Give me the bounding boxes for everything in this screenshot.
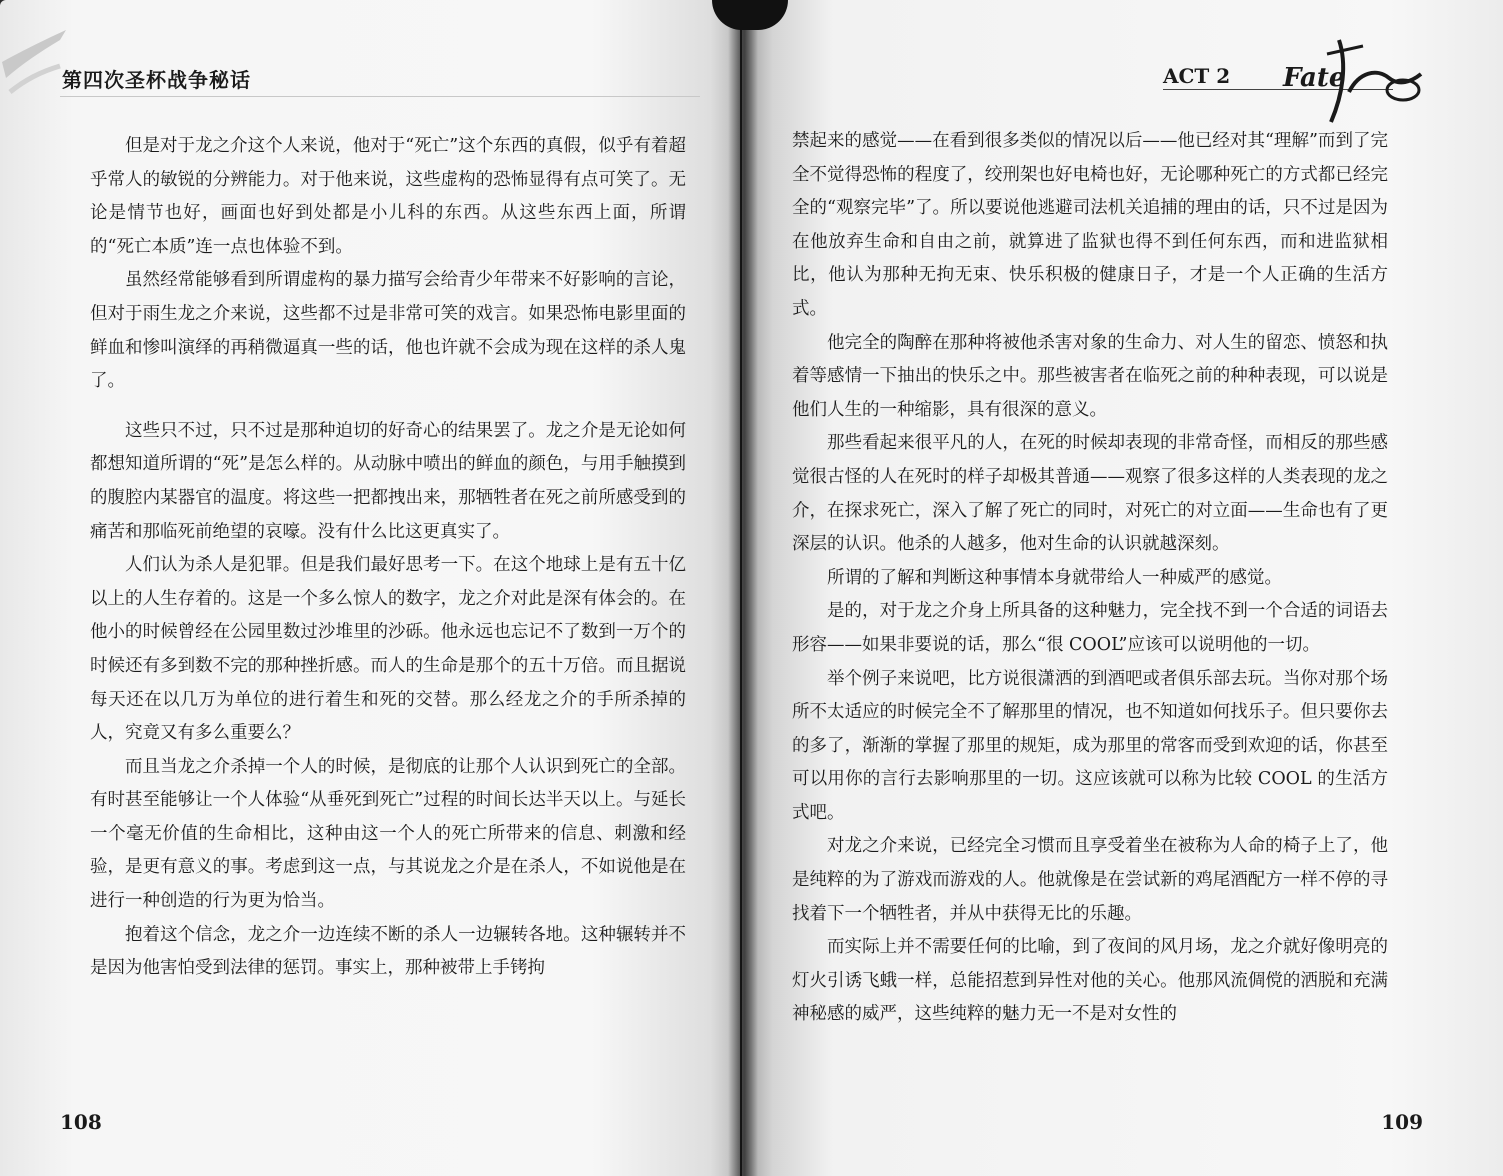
paragraph: 禁起来的感觉——在看到很多类似的情况以后——他已经对其“理解”而到了完全不觉得恐怖的程度了，绞刑架也好电椅也好，无论哪种死亡的方式都已经完全的“观察完毕”了。所以要说他逃避司法机关追捕的理由的话，只不过是因为在他放弃生命和自由之前，就算进了监狱也得不到任何东西，而和进监狱相比，他认为那种无拘无束、快乐积极的健康日子，才是一个人正确的生活方式。 xyxy=(792,131,1388,319)
page-number-right: 109 xyxy=(1381,1110,1423,1134)
left-page-body xyxy=(90,130,686,986)
paragraph: 对龙之介来说，已经完全习惯而且享受着坐在被称为人命的椅子上了，他是纯粹的为了游戏而游戏的人。他就像是在尝试新的鸡尾酒配方一样不停的寻找着下一个牺牲者，并从中获得无比的乐趣。 xyxy=(792,836,1388,924)
paragraph: 他完全的陶醉在那种将被他杀害对象的生命力、对人生的留恋、愤怒和执着等感情一下抽出的快乐之中。那些被害者在临死之前的种种表现，可以说是他们人生的一种缩影，具有很深的意义。 xyxy=(792,332,1388,420)
fate-zero-logo xyxy=(1243,34,1433,124)
act-label: ACT 2 xyxy=(1163,64,1231,88)
paragraph: 是的，对于龙之介身上所具备的这种魅力，完全找不到一个合适的词语去形容——如果非要说的话，那么“很 COOL”应该可以说明他的一切。 xyxy=(792,601,1388,655)
paragraph: 虽然经常能够看到所谓虚构的暴力描写会给青少年带来不好影响的言论，但对于雨生龙之介来说，这些都不过是非常可笑的戏言。如果恐怖电影里面的鲜血和惨叫演绎的再稍微逼真一些的话，他也许就不会成为现在这样的杀人鬼了。 xyxy=(90,270,686,392)
paragraph: 抱着这个信念，龙之介一边连续不断的杀人一边辗转各地。这种辗转并不是因为他害怕受到法律的惩罚。事实上，那种被带上手铐拘 xyxy=(90,924,686,979)
paragraph: 而且当龙之介杀掉一个人的时候，是彻底的让那个人认识到死亡的全部。有时甚至能够让一个人体验“从垂死到死亡”过程的时间长达半天以上。与延长一个毫无价值的生命相比，这种由这一个人的死亡所带来的信息、刺激和经验，是更有意义的事。考虑到这一点，与其说龙之介是在杀人，不如说他是在进行一种创造的行为更为恰当。 xyxy=(90,756,686,912)
right-page xyxy=(742,0,1503,1176)
paragraph: 但是对于龙之介这个人来说，他对于“死亡”这个东西的真假，似乎有着超乎常人的敏锐的分辨能力。对于他来说，这些虚构的恐怖显得有点可笑了。无论是情节也好，画面也好到处都是小儿科的东西。从这些东西上面，所谓的“死亡本质”连一点也体验不到。 xyxy=(90,136,686,257)
book-title-header: 第四次圣杯战争秘话 xyxy=(62,68,251,92)
left-page xyxy=(0,0,740,1176)
paragraph: 而实际上并不需要任何的比喻，到了夜间的风月场，龙之介就好像明亮的灯火引诱飞蛾一样，总能招惹到异性对他的关心。他那风流倜傥的洒脱和充满神秘感的威严，这些纯粹的魅力无一不是对女性的 xyxy=(792,937,1388,1025)
paragraph: 那些看起来很平凡的人，在死的时候却表现的非常奇怪，而相反的那些感觉很古怪的人在死时的样子却极其普通——观察了很多这样的人类表现的龙之介，在探求死亡，深入了解了死亡的同时，对死亡的对立面——生命也有了更深层的认识。他杀的人越多，他对生命的认识就越深刻。 xyxy=(792,433,1388,555)
chapter-header xyxy=(1133,34,1433,124)
right-page-body xyxy=(792,125,1388,1032)
book-spine-shadow xyxy=(728,0,758,1176)
page-number-left: 108 xyxy=(60,1110,102,1134)
brush-stroke-ornament xyxy=(0,22,70,102)
svg-text:Fate: Fate xyxy=(1283,63,1346,93)
paragraph: 这些只不过，只不过是那种迫切的好奇心的结果罢了。龙之介是无论如何都想知道所谓的“死”是怎么样的。从动脉中喷出的鲜血的颜色，与用手触摸到的腹腔内某器官的温度。将这些一把都拽出来，那牺牲者在死之前所感受到的痛苦和那临死前绝望的哀嚎。没有什么比这更真实了。 xyxy=(90,420,686,542)
paragraph: 举个例子来说吧，比方说很潇洒的到酒吧或者俱乐部去玩。当你对那个场所不太适应的时候完全不了解那里的情况，也不知道如何找乐子。但只要你去的多了，渐渐的掌握了那里的规矩，成为那里的常客而受到欢迎的话，你甚至可以用你的言行去影响那里的一切。这应该就可以称为比较 COOL 的生活方式吧。 xyxy=(792,668,1388,823)
paragraph: 人们认为杀人是犯罪。但是我们最好思考一下。在这个地球上是有五十亿以上的人生存着的。这是一个多么惊人的数字，龙之介对此是深有体会的。在他小的时候曾经在公园里数过沙堆里的沙砾。他永远也忘记不了数到一万个的时候还有多到数不完的那种挫折感。而人的生命是那个的五十万倍。而且据说每天还在以几万为单位的进行着生和死的交替。那么经龙之介的手所杀掉的人，究竟又有多么重要么？ xyxy=(90,555,686,744)
header-divider xyxy=(60,96,700,97)
paragraph: 所谓的了解和判断这种事情本身就带给人一种威严的感觉。 xyxy=(827,567,1282,588)
